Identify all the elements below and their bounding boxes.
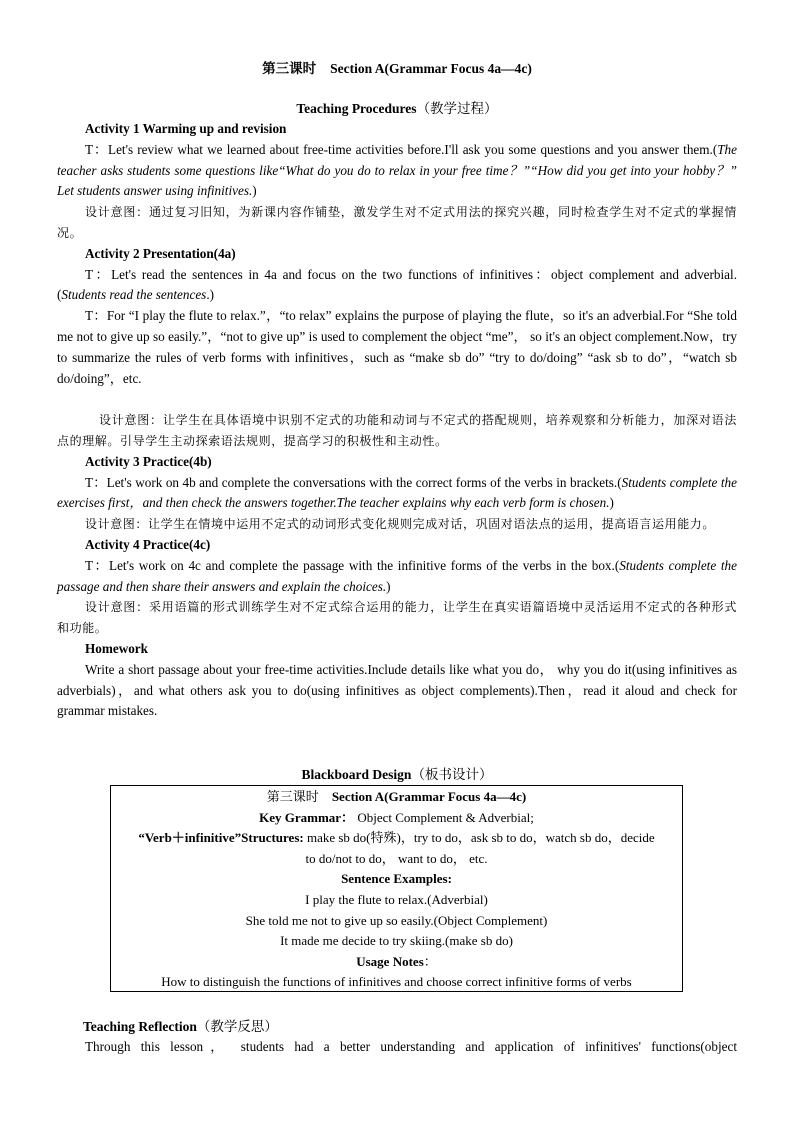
activity2-text2: T：For “I play the flute to relax.”，“to relax” explains the purpose of playing the flute，so it's an adverbial.For “She told me not to give up so easily.”，“not to give up” is used to complement the object “me”， so it's an object complement.Now，try to summarize the rules of verb forms with infinitives，such as “make sb do” “try to do/doing” “ask sb to do”，“watch sb do/doing”，etc.: [57, 308, 737, 386]
activity3-design: 设计意图：让学生在情境中运用不定式的动词形式变化规则完成对话，巩固对语法点的运用，提高语言运用能力。: [85, 517, 716, 532]
reflection-heading: [83, 1015, 278, 1035]
procedures-heading: [0, 97, 794, 117]
board-example-2: She told me not to give up so easily.(Object Complement): [245, 912, 548, 928]
activity1-design: 设计意图：通过复习旧知，为新课内容作铺垫，激发学生对不定式用法的探究兴趣，同时检查学生对不定式的掌握情况。: [57, 205, 737, 240]
blackboard-heading: [0, 763, 794, 783]
blackboard-heading-cn: （板书设计）: [411, 767, 493, 782]
activity3-heading: Activity 3 Practice(4b): [85, 453, 212, 469]
board-examples-label: Sentence Examples:: [341, 871, 452, 887]
procedures-heading-cn: （教学过程）: [416, 101, 498, 116]
board-example-1: I play the flute to relax.(Adverbial): [305, 891, 488, 907]
board-title: 第三课时 Section A(Grammar Focus 4a—4c): [266, 789, 527, 804]
reflection-heading-en: Teaching Reflection: [83, 1019, 197, 1034]
reflection-heading-cn: （教学反思）: [196, 1019, 278, 1034]
activity4-design: 设计意图：采用语篇的形式训练学生对不定式综合运用的能力，让学生在真实语篇语境中灵活运用不定式的各种形式和功能。: [57, 600, 737, 636]
board-usage-text: How to distinguish the functions of infinitives and choose correct infinitive forms of verbs: [161, 974, 632, 990]
activity2-text1: T：Let's read the sentences in 4a and focus on the two functions of infinitives：object complement and adverbial.(Students read the sentences.): [57, 266, 737, 303]
blackboard-box: [110, 785, 683, 992]
homework-heading: Homework: [85, 640, 148, 656]
activity1-text: T：Let's review what we learned about free-time activities before.I'll ask you some questions and you answer them.(The teacher asks students some questions like“What do you do to relax in your free time？”“How did you get into your hobby？” Let students answer using infinitives.): [57, 141, 737, 199]
board-example-3: It made me decide to try skiing.(make sb do): [280, 933, 513, 949]
blackboard-heading-en: Blackboard Design: [301, 767, 412, 782]
activity3-text: T：Let's work on 4b and complete the conversations with the correct forms of the verbs in brackets.(Students complete the exercises first，and then check the answers together.The teacher explains why each verb form is chosen.): [57, 474, 737, 511]
activity2-design: 设计意图：让学生在具体语境中识别不定式的功能和动词与不定式的搭配规则，培养观察和分析能力，加深对语法点的理解。引导学生主动探索语法规则，提高学习的积极性和主动性。: [57, 413, 737, 448]
homework-text: Write a short passage about your free-time activities.Include details like what you do， why you do it(using infinitives as adverbials)，and what others ask you to do(using infinitives as object complements).Then，read it aloud and check for grammar mistakes.: [57, 661, 737, 719]
activity4-text: T：Let's work on 4c and complete the passage with the infinitive forms of the verbs in the box.(Students complete the passage and then share their answers and explain the choices.): [57, 557, 737, 594]
lesson-number: 第三课时: [262, 61, 317, 76]
activity1-heading: Activity 1 Warming up and revision: [85, 121, 287, 136]
board-key-grammar: Key Grammar： Object Complement & Adverbial;: [259, 809, 534, 825]
lesson-title: [0, 57, 794, 77]
board-structures: “Verb＋infinitive”Structures: make sb do(特殊)，try to do，ask sb to do，watch sb do，decide: [138, 830, 655, 846]
activity2-heading: Activity 2 Presentation(4a): [85, 245, 236, 261]
lesson-section: Section A(Grammar Focus 4a—4c): [330, 61, 532, 76]
board-usage-label: Usage Notes：: [356, 953, 437, 969]
procedures-heading-en: Teaching Procedures: [296, 101, 417, 116]
board-structures-cont: to do/not to do， want to do， etc.: [305, 850, 488, 866]
reflection-text: Through this lesson， students had a better understanding and application of infinitives' functions(object: [85, 1039, 737, 1054]
procedures-body: [57, 119, 737, 722]
activity4-heading: Activity 4 Practice(4c): [85, 536, 211, 552]
